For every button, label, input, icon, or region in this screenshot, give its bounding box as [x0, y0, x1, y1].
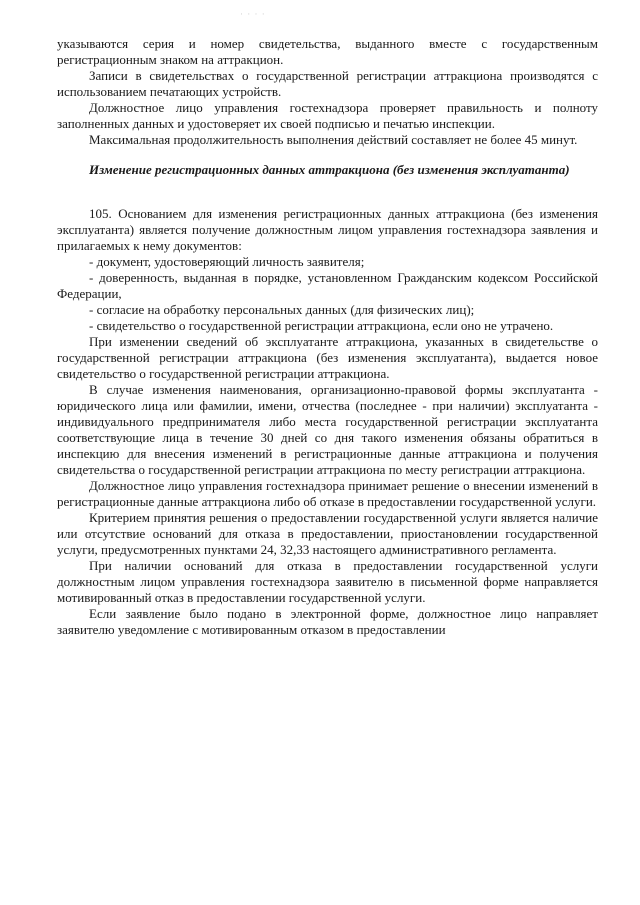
- paragraph-criterion: Критерием принятия решения о предоставлении государственной услуги является наличие или отсутствие оснований для отказа в предоставлении, приостановлении государственной услуги, предусмотренных пунктами 24, 32,33 настоящего административного регламента.: [57, 510, 598, 557]
- paragraph-name-change: В случае изменения наименования, организационно-правовой формы эксплуатанта - юридического лица или фамилии, имени, отчества (последнее - при наличии) эксплуатанта - индивидуального предпринимателя либо места государственной регистрации эксплуатанта соответствующие лица в течение 30 дней со дня такого изменения обязаны обратиться в инспекцию для внесения изменений в регистрационные данные аттракциона и получения свидетельства о государственной регистрации аттракциона по месту регистрации аттракциона.: [57, 382, 598, 477]
- document-list-item: - документ, удостоверяющий личность заявителя;: [89, 254, 365, 269]
- scan-mark: · · · ·: [240, 9, 266, 19]
- paragraph-decision: Должностное лицо управления гостехнадзора принимает решение о внесении изменений в регистрационные данные аттракциона либо об отказе в предоставлении государственной услуги.: [57, 478, 598, 509]
- paragraph-electronic-refusal: Если заявление было подано в электронной форме, должностное лицо направляет заявителю уведомление с мотивированным отказом в предоставлении: [57, 606, 598, 637]
- paragraph-max-duration: Максимальная продолжительность выполнения действий составляет не более 45 минут.: [89, 132, 578, 147]
- document-list-item: - свидетельство о государственной регистрации аттракциона, если оно не утрачено.: [89, 318, 554, 333]
- paragraph-verification: Должностное лицо управления гостехнадзора проверяет правильность и полноту заполненных данных и удостоверяет их своей подписью и печатью инспекции.: [57, 100, 598, 131]
- paragraph-continuation: указываются серия и номер свидетельства, выданного вместе с государственным регистрационным знаком на аттракцион.: [57, 36, 598, 67]
- section-heading: Изменение регистрационных данных аттракциона (без изменения эксплуатанта): [89, 162, 570, 177]
- clause-105-intro: 105. Основанием для изменения регистрационных данных аттракциона (без изменения эксплуатанта) является получение должностным лицом управления гостехнадзора заявления и прилагаемых к нему документов:: [57, 206, 598, 253]
- document-list-item: - доверенность, выданная в порядке, установленном Гражданским кодексом Российской Федерации,: [57, 270, 598, 301]
- paragraph-records: Записи в свидетельствах о государственной регистрации аттракциона производятся с использованием печатающих устройств.: [57, 68, 598, 99]
- paragraph-new-certificate: При изменении сведений об эксплуатанте аттракциона, указанных в свидетельстве о государственной регистрации аттракциона (без изменения эксплуатанта), выдается новое свидетельство о государственной регистрации аттракциона.: [57, 334, 598, 381]
- document-list-item: - согласие на обработку персональных данных (для физических лиц);: [89, 302, 475, 317]
- paragraph-refusal: При наличии оснований для отказа в предоставлении государственной услуги должностным лицом управления гостехнадзора заявителю в письменной форме направляется мотивированный отказ в предоставлении государственной услуги.: [57, 558, 598, 605]
